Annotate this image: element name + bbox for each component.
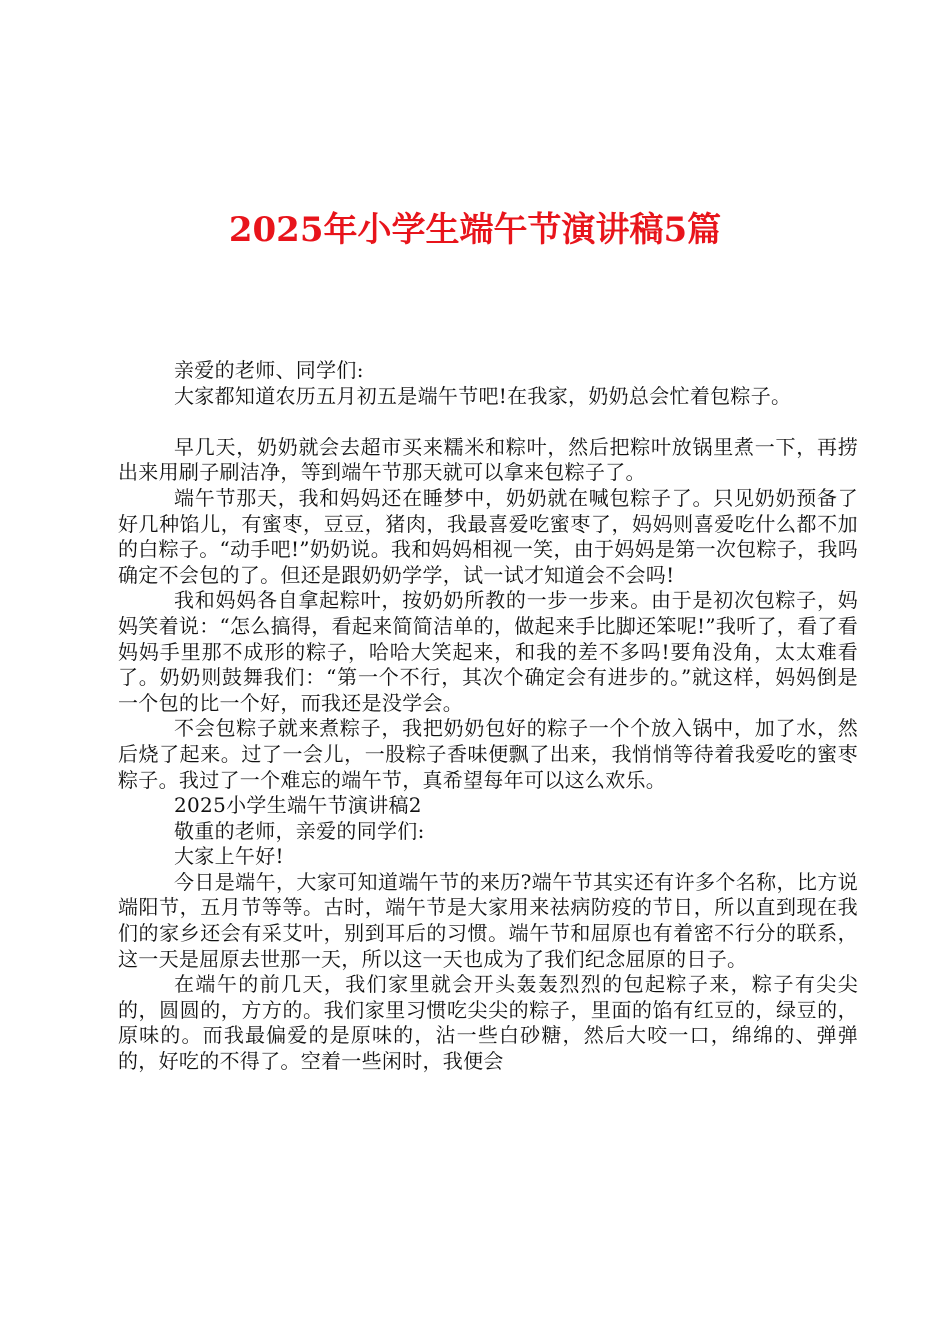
paragraph-intro: 大家都知道农历五月初五是端午节吧!在我家，奶奶总会忙着包粽子。 <box>174 383 792 408</box>
paragraph: 端午节那天，我和妈妈还在睡梦中，奶奶就在喊包粽子了。只见奶奶预备了好几种馅儿，有蜜枣，豆豆，猪肉，我最喜爱吃蜜枣了，妈妈则喜爱吃什么都不加的白粽子。“动手吧!”奶奶说。我和妈妈相视一笑，由于妈妈是第一次包粽子，我吗确定不会包的了。但还是跟奶奶学学，试一试才知道会不会吗! <box>118 485 858 587</box>
section-heading: 2025小学生端午节演讲稿2 <box>174 793 422 818</box>
paragraph: 今日是端午，大家可知道端午节的来历?端午节其实还有许多个名称，比方说端阳节，五月节等等。古时，端午节是大家用来祛病防疫的节日，所以直到现在我们的家乡还会有采艾叶，别到耳后的习惯。端午节和屈原也有着密不行分的联系，这一天是屈原去世那一天，所以这一天也成为了我们纪念屈原的日子。 <box>118 869 858 971</box>
document-title: 2025年小学生端午节演讲稿5篇 <box>228 210 722 250</box>
paragraph-greeting: 敬重的老师，亲爱的同学们: <box>174 818 425 843</box>
paragraph-greeting: 亲爱的老师、同学们: <box>174 358 364 382</box>
paragraph: 不会包粽子就来煮粽子，我把奶奶包好的粽子一个个放入锅中，加了水，然后烧了起来。过了一会儿，一股粽子香味便飘了出来，我悄悄等待着我爱吃的蜜枣粽子。我过了一个难忘的端午节，真希望每年可以这么欢乐。 <box>118 716 858 792</box>
paragraph-salutation: 大家上午好! <box>174 844 284 869</box>
paragraph: 早几天，奶奶就会去超市买来糯米和粽叶，然后把粽叶放锅里煮一下，再捞出来用刷子刷洁净，等到端午节那天就可以拿来包粽子了。 <box>118 434 858 485</box>
paragraph: 我和妈妈各自拿起粽叶，按奶奶所教的一步一步来。由于是初次包粽子，妈妈笑着说：“怎么搞得，看起来简简洁单的，做起来手比脚还笨呢!”我听了，看了看妈妈手里那不成形的粽子，哈哈大笑起来，和我的差不多吗!要角没角，太太难看了。奶奶则鼓舞我们：“第一个不行，其次个确定会有进步的。”就这样，妈妈倒是一个包的比一个好，而我还是没学会。 <box>118 588 858 715</box>
paragraph: 在端午的前几天，我们家里就会开头轰轰烈烈的包起粽子来，粽子有尖尖的，圆圆的，方方的。我们家里习惯吃尖尖的粽子，里面的馅有红豆的，绿豆的，原味的。而我最偏爱的是原味的，沾一些白砂糖，然后大咬一口，绵绵的、弹弹的，好吃的不得了。空着一些闲时，我便会 <box>118 972 858 1074</box>
document-body <box>118 358 858 1075</box>
